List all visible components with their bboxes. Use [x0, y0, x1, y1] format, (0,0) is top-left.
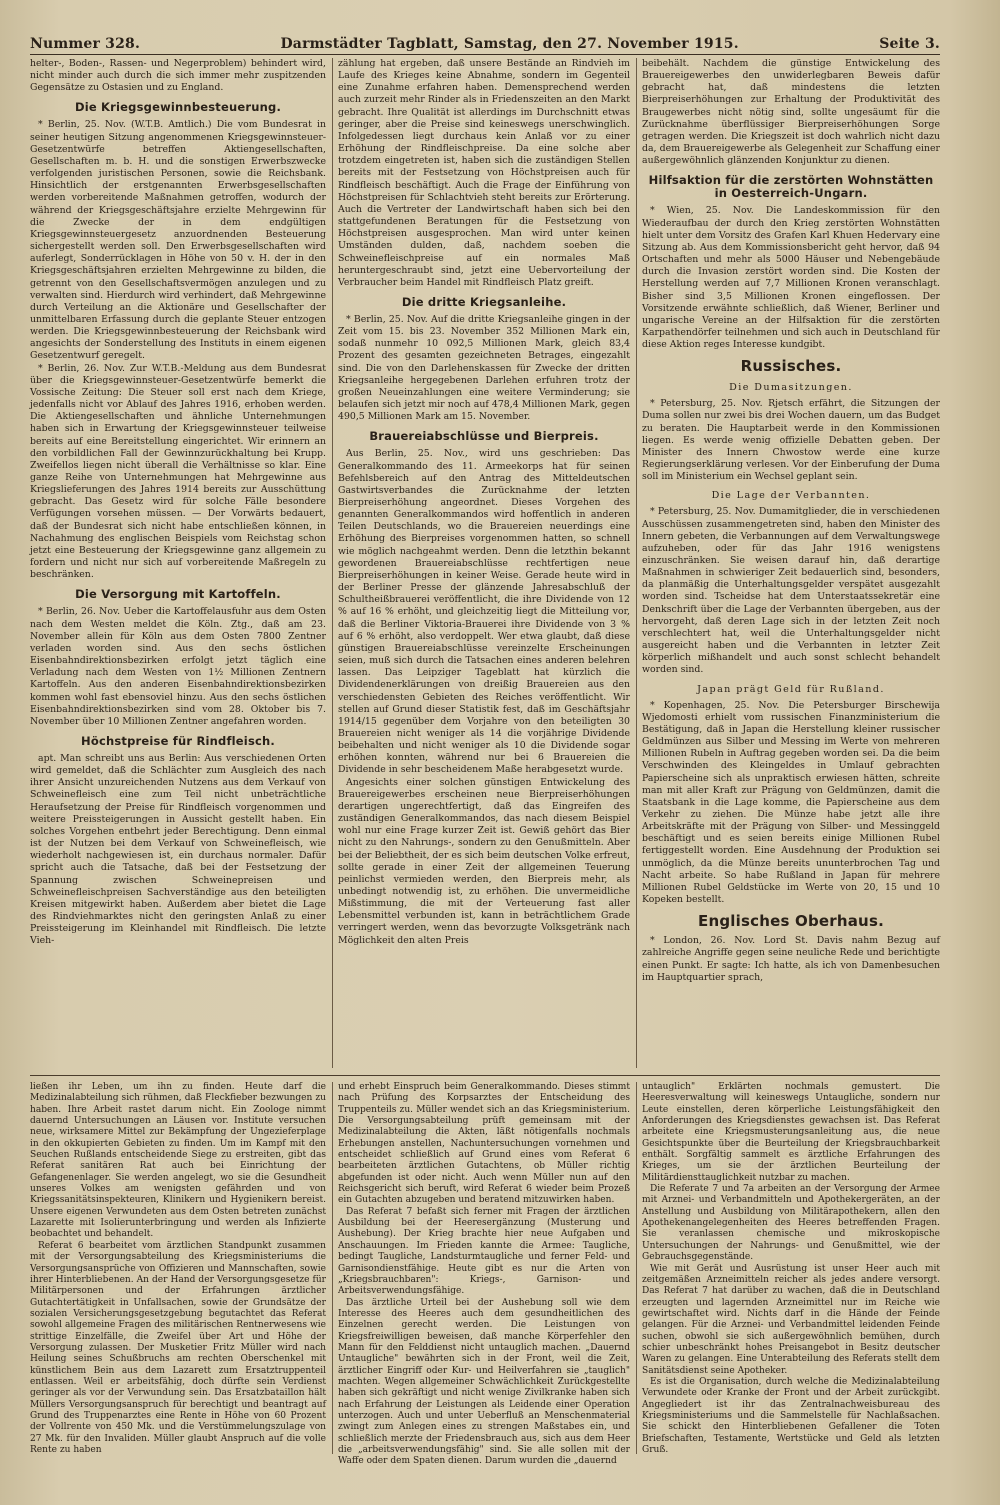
article-paragraph: Referat 6 bearbeitet vom ärztlichen Standpunkt zusammen mit der Versorgungsabteilung des Kriegsministeriums die Versorgungsansprüche von Offizieren und Mannschaften, sowie ihrer Hinterbliebenen. An der Hand der Versorgungsgesetze für Militärpersonen und der Erfahrungen ärztlicher Gutachtertätigkeit in Unfallsachen, sowie der Grundsätze der sozialen Versicherungsgesetzgebung begutachtet das Referat sowohl allgemeine Fragen des militärischen Rentnerwesens wie strittige Einzelfälle, die Zweifel über Art und Höhe der Versorgung zulassen. Der Musketier Fritz Müller wird nach Heilung seines Schußbruchs am rechten Oberschenkel mit künstlichem Bein aus dem Lazarett zum Ersatztruppenteil entlassen. Weil er arbeitsfähig, doch dürfte sein Verdienst geringer als vor der Verwundung sein. Das Ersatzbataillon hält Müllers Versorgungsanspruch für berechtigt und beantragt auf Grund des Truppenarztes eine Rente in Höhe von 60 Prozent der Vollrente von 450 Mk. und die Verstümmelungszulage von 27 Mk. für den Invaliden. Müller glaubt Anspruch auf die volle Rente zu haben: [30, 1240, 326, 1455]
lower-column-3: [642, 1082, 940, 1457]
page-number: Seite 3.: [879, 36, 940, 52]
headline-russisches: Russisches.: [740, 357, 842, 376]
column-divider: [332, 58, 333, 1068]
headline-hilfsaktion: Hilfsaktion für die zerstörten Wohnstätten in Oesterreich-Ungarn.: [648, 173, 934, 201]
article-paragraph: * London, 26. Nov. Lord St. Davis nahm Bezug auf zahlreiche Angriffe gegen seine neuliche Rede und berichtigte einen Punkt. Er sagte: Ich hatte, als ich von Damenbesuchen im Hauptquartier sprach,: [642, 935, 940, 983]
headline-kartoffeln: Die Versorgung mit Kartoffeln.: [75, 587, 281, 602]
article-paragraph: beibehält. Nachdem die günstige Entwickelung des Brauereigewerbes den unwiderlegbaren Beweis dafür gebracht hat, daß mindestens die letzten Bierpreiserhöhungen zur Erhaltung der Produktivität des Braugewerbes nicht nötig sind, sollte ungesäumt für die Zurücknahme überflüssiger Bierpreiserhöhungen Sorge getragen werden. Die Kriegszeit ist doch wahrlich nicht dazu da, dem Brauereigewerbe als Gelegenheit zur Schaffung einer außergewöhnlich glänzenden Konjunktur zu dienen.: [642, 58, 940, 167]
article-paragraph: Wie mit Gerät und Ausrüstung ist unser Heer auch mit zeitgemäßen Arzneimitteln reicher als jedes andere versorgt. Das Referat 7 hat darüber zu wachen, daß die in Deutschland erzeugten und lagernden Arzneimittel nur im Reiche wie gewirtschaftet wird. Nichts darf in die Hände der Feinde gelangen. Für die Arznei- und Verbandmittel leidenden Feinde suchen, obwohl sie sich außergewöhnlich bemühen, durch schier unbeschränkt hohes Preisangebot in Besitz deutscher Waren zu gelangen. Eine Unterabteilung des Referats stellt dem Sanitätsdienst seine Apotheker.: [642, 1263, 940, 1376]
article-paragraph: Das ärztliche Urteil bei der Aushebung soll wie dem Interesse des Heeres auch dem gesundheitlichen des Einzelnen gerecht werden. Die Leistungen von Kriegsfreiwilligen beweisen, daß manche Körperfehler den Mann für den Felddienst nicht untauglich machen. „Dauernd Untaugliche" bewährten sich in der Front, weil die Zeit, ärztlicher Eingriff oder Kur- und Heilverfahren sie „tauglich" machten. Wegen allgemeiner Schwächlichkeit Zurückgestellte haben sich gekräftigt und nicht wenige Zivilkranke haben sich nach Erfahrung der Leistungen als Leidende einer Operation unterzogen. Auch und unter Ueberfluß an Menschenmaterial zwingt zum Anlegen eines zu strengen Maßstabes ein, und schließlich merzte der Friedensbrauch aus, sich aus dem Heer die „arbeitsverwendungsfähig" sind. Sie alle sollen mit der Waffe oder dem Spaten dienen. Darum wurden die „dauernd: [338, 1297, 630, 1467]
article-paragraph: Angesichts einer solchen günstigen Entwickelung des Brauereigewerbes erscheinen neue Bierpreiserhöhungen derartigen ungerechtfertigt, daß das Eingreifen des zuständigen Generalkommandos, das nach diesem Beispiel wohl nur eine Frage kurzer Zeit ist. Gewiß gehört das Bier nicht zu den Nahrungs-, sondern zu den Genußmitteln. Aber bei der Beliebtheit, der es sich beim deutschen Volke erfreut, sollte gerade in einer Zeit der allgemeinen Teuerung peinlichst vermieden werden, den Bierpreis mehr, als unbedingt notwendig ist, zu erhöhen. Die unvermeidliche Mißstimmung, die mit der Verteuerung fast aller Lebensmittel verbunden ist, kann in beträchtlichem Grade verringert werden, wenn das bevorzugte Volksgetränk nach Möglichkeit den alten Preis: [338, 776, 630, 946]
subheadline-duma: Die Dumasitzungen.: [729, 382, 853, 394]
article-paragraph: Das Referat 7 befaßt sich ferner mit Fragen der ärztlichen Ausbildung bei der Heeresergänzung (Musterung und Aushebung). Der Krieg brachte hier neue Aufgaben und Anschauungen. Im Frieden kannte die Armee: Taugliche, bedingt Taugliche, Landsturmtaugliche und ferner Feld- und Garnisondienstfähige. Heute gibt es nur die Arten von „Kriegsbrauchbaren": Kriegs-, Garnison- und Arbeitsverwendungsfähige.: [338, 1206, 630, 1297]
column-divider: [636, 58, 637, 1068]
article-paragraph: Die Referate 7 und 7a arbeiten an der Versorgung der Armee mit Arznei- und Verbandmitteln und Apothekergeräten, an der Anstellung und Ausbildung von Militärapothekern, allen den Apothekenangelegenheiten des Heeres betreffenden Fragen. Sie veranlassen chemische und mikroskopische Untersuchungen der Nahrungs- und Genußmittel, wie der Gebrauchsgegenstände.: [642, 1184, 940, 1263]
article-paragraph: Aus Berlin, 25. Nov., wird uns geschrieben: Das Generalkommando des 11. Armeekorps hat für seinen Befehlsbereich auf den Antrag des Mitteldeutschen Gastwirtsverbandes die Zurücknahme der letzten Bierpreiserhöhung angeordnet. Dieses Vorgehen des genannten Generalkommandos wird hoffentlich in anderen Teilen Deutschlands, wo die Brauereien neuerdings eine Erhöhung des Bierpreises vorgenommen hatten, so schnell wie möglich nachgeahmt werden. Denn die letzthin bekannt gewordenen Brauereiabschlüsse rechtfertigen neue Bierpreiserhöhungen in keiner Weise. Gerade heute wird in der Berliner Presse der glänzende Jahresabschluß der Schultheißbrauerei veröffentlicht, die ihre Dividende von 12 % auf 16 % erhöht, und gleichzeitig liegt die Mitteilung vor, daß die Berliner Viktoria-Brauerei ihre Dividende von 3 % auf 6 % erhöht, also verdoppelt. Wer etwa glaubt, daß diese günstigen Brauereiabschlüsse vereinzelte Erscheinungen seien, muß sich durch die Tatsachen eines anderen belehren lassen. Das Leipziger Tageblatt hat kürzlich die Dividendenerklärungen von dreißig Brauereien aus den verschiedensten Gebieten des Reiches veröffentlicht. Wir stellen auf Grund dieser Statistik fest, daß im Geschäftsjahr 1914/15 gegenüber dem Vorjahre von den beteiligten 30 Brauereien nicht weniger als 14 die vorjährige Dividende beibehalten und nicht weniger als 10 die Dividende sogar erhöhen konnten, während nur bei 6 Brauereien die Dividende in sehr bescheidenem Maße herabgesetzt wurde.: [338, 448, 630, 776]
article-paragraph: * Berlin, 26. Nov. Zur W.T.B.-Meldung aus dem Bundesrat über die Kriegsgewinnsteuer-Gesetzentwürfe bemerkt die Vossische Zeitung: Die Steuer soll erst nach dem Kriege, jedenfalls nicht vor Ablauf des Jahres 1916, erhoben werden. Die Aktiengesellschaften und ähnliche Unternehmungen haben sich in Erwartung der Kriegsgewinnsteuer teilweise bereits auf eine Bereitstellung eingerichtet. Wir erinnern an den vorbildlichen Fall der Gewinnzurückhaltung bei Krupp. Zweifellos liegen nicht überall die Verhältnisse so klar. Eine ganze Reihe von Unternehmungen hat Mehrgewinne aus Kriegslieferungen des Jahres 1914 bereits zur Ausschüttung gebracht. Das Gesetz wird für solche Fälle besondere Verfügungen vorsehen müssen. — Der Vorwärts bedauert, daß der Bundesrat sich nicht habe entschließen können, in Nachahmung des englischen Beispiels vom Reichstag schon jetzt eine Besteuerung der Kriegsgewinne ganz allgemein zu fordern und nicht nur sich auf vorbereitende Maßregeln zu beschränken.: [30, 362, 326, 581]
article-paragraph: * Berlin, 25. Nov. Auf die dritte Kriegsanleihe gingen in der Zeit vom 15. bis 23. November 352 Millionen Mark ein, sodaß nunmehr 10 092,5 Millionen Mark, gleich 83,4 Prozent des gesamten gezeichneten Betrages, eingezahlt sind. Die von den Darlehenskassen für Zwecke der dritten Kriegsanleihe hergegebenen Darlehen erfuhren trotz der großen Neueinzahlungen eine weitere Verminderung; sie belaufen sich jetzt mir noch auf 478,4 Millionen Mark, gegen 490,5 Millionen Mark am 15. November.: [338, 313, 630, 423]
article-paragraph: untauglich" Erklärten nochmals gemustert. Die Heeresverwaltung will keineswegs Untaugliche, sondern nur Leute einstellen, deren körperliche Leistungsfähigkeit den Anforderungen des Kriegsdienstes gewachsen ist. Das Referat arbeitete eine Kriegsmusterungsanleitung aus, die neue Gesichtspunkte über die Beurteilung der Kriegsbrauchbarkeit enthält. Sorgfältig sammelt es ärztliche Erfahrungen des Krieges, um sie der ärztlichen Beurteilung der Militärdiensttauglichkeit nutzbar zu machen.: [642, 1082, 940, 1183]
headline-rindfleisch: Höchstpreise für Rindfleisch.: [81, 733, 275, 748]
article-paragraph: * Petersburg, 25. Nov. Rjetsch erfährt, die Sitzungen der Duma sollen nur zwei bis drei Wochen dauern, um das Budget zu beraten. Die Hauptarbeit werde in den Kommissionen liegen. Es werde wenig offizielle Debatten geben. Der Minister des Innern Chwostow werde eine kurze Regierungserklärung verlesen. Vor der Einberufung der Duma soll im Ministerium ein Wechsel geplant sein.: [642, 398, 940, 483]
issue-number: Nummer 328.: [30, 36, 141, 52]
column-divider: [332, 1082, 333, 1454]
article-paragraph: zählung hat ergeben, daß unsere Bestände an Rindvieh im Laufe des Krieges keine Abnahme, sondern im Gegenteil eine Zunahme erfahren haben. Demensprechend werden auch zurzeit mehr Rinder als in Friedenszeiten an den Markt gebracht. Ihre Qualität ist allerdings im Durchschnitt etwas geringer, aber die Preise sind keineswegs unerschwinglich. Infolgedessen liegt durchaus kein Anlaß vor zu einer Erhöhung der Rindfleischpreise. Da eine solche aber trotzdem eingetreten ist, haben sich die zuständigen Stellen bereits mit der Festsetzung von Höchstpreisen auch für Rindfleisch beschäftigt. Auch die Frage der Einführung von Höchstpreisen für Schlachtvieh steht bereits zur Erörterung. Auch die Vertreter der Landwirtschaft haben sich bei den stattgefundenen Beratungen für die Festsetzung von Höchstpreisen ausgesprochen. Man wird unter keinen Umständen dulden, daß, nachdem soeben die Schweinefleischpreise auf ein normales Maß heruntergeschraubt sind, jetzt eine Uebervorteilung der Verbraucher beim Handel mit Rindfleisch Platz greift.: [338, 58, 630, 288]
subheadline-japan: Japan prägt Geld für Rußland.: [697, 683, 885, 695]
column-divider: [636, 1082, 637, 1454]
newspaper-title: Darmstädter Tagblatt, Samstag, den 27. November 1915.: [280, 36, 739, 52]
lower-column-1: [30, 1082, 326, 1457]
headline-bierpreis: Brauereiabschlüsse und Bierpreis.: [369, 429, 599, 444]
article-paragraph: Es ist die Organisation, durch welche die Medizinalabteilung Verwundete oder Kranke der Front und der Arbeit zurückgibt. Angegliedert ist ihr das Zentralnachweisbureau des Kriegsministeriums und die Sammelstelle für Nachlaßsachen. Sie schickt den Hinterbliebenen Gefallener die Toten Briefschaften, Testamente, Wertstücke und Geld als letzten Gruß.: [642, 1376, 940, 1455]
column-2: [338, 58, 630, 1068]
article-paragraph: * Berlin, 26. Nov. Ueber die Kartoffelausfuhr aus dem Osten nach dem Westen meldet die Köln. Ztg., daß am 23. November allein für Köln aus dem Osten 7800 Zentner verladen worden sind. Aus den sechs östlichen Eisenbahndirektionsbezirken erfolgt jetzt täglich eine Verladung nach dem Westen von 1½ Millionen Zentnern Kartoffeln. Aus den anderen Eisenbahndirektionsbezirken kommen wohl fast ebensoviel hinzu. Aus den sechs östlichen Eisenbahndirektionsbezirken sind vom 28. Oktober bis 7. November über 10 Millionen Zentner angefahren worden.: [30, 606, 326, 727]
subheadline-verbannte: Die Lage der Verbannten.: [711, 490, 871, 502]
column-3: [642, 58, 940, 1068]
headline-kriegsgewinn: Die Kriegsgewinnbesteuerung.: [74, 100, 282, 115]
article-paragraph: ließen ihr Leben, um ihn zu finden. Heute darf die Medizinalabteilung sich rühmen, daß Fleckfieber bezwungen zu haben. Ihre Arbeit rastet darum nicht. Ein Zoologe nimmt dauernd Untersuchungen an Läusen vor. Institute versuchen neue, wirksamere Mittel zur Bekämpfung der Ungezieferplage in den okkupierten Gebieten zu finden. Um im Kampf mit den Seuchen Rußlands entscheidende Siege zu erstreiten, gibt das Referat sanitären Rat auch bei Einrichtung der Gefangenenlager. Sie werden angelegt, wo sie die Gesundheit unseres Volkes am wenigsten gefährden und von Kriegssanitätsinspekteuren, Klinikern und Hygienikern bereist. Unsere eigenen Verwundeten aus dem Osten betreten zunächst Lazarette mit Isolierunterbringung und werden als Infizierte beobachtet und behandelt.: [30, 1082, 326, 1240]
masthead-rule: [30, 54, 940, 55]
article-paragraph: * Kopenhagen, 25. Nov. Die Petersburger Birschewija Wjedomosti erhielt vom russischen Finanzministerium die Bestätigung, daß in Japan die Herstellung kleiner russischer Geldmünzen aus Silber und Messing im Werte von mehreren Millionen Rubeln in Auftrag gegeben worden sei. Da die beim Verschwinden des Kleingeldes in Umlauf gebrachten Papierscheine sich als unpraktisch erwiesen hätten, schreite man mit aller Kraft zur Prägung von Geldmünzen, damit die Staatsbank in die Lage komme, die Papierscheine aus dem Verkehr zu ziehen. Die Münze habe jetzt alle ihre Arbeitskräfte mit der Prägung von Silber- und Messinggeld beschäftigt und es seien bereits einige Millionen Rubel fertiggestellt worden. Eine Ausdehnung der Produktion sei unmöglich, da die Münze bereits ununterbrochen Tag und Nacht arbeite. So habe Rußland in Japan für mehrere Millionen Rubel Geldstücke im Werte von 20, 15 und 10 Kopeken bestellt.: [642, 699, 940, 906]
article-paragraph: * Petersburg, 25. Nov. Dumamitglieder, die in verschiedenen Ausschüssen zusammengetreten sind, haben den Minister des Innern gebeten, die Verbannungen auf dem Verwaltungswege aufzuheben, oder für das Jahr 1916 wenigstens einzuschränken. Sie weisen darauf hin, daß derartige Maßnahmen in schwieriger Zeit bedauerlich sind, besonders, da planmäßig die Unterhaltungsgelder verspätet ausgezahlt worden sind. Tscheidse hat dem Unterstaatssekretär eine Denkschrift über die Lage der Verbannten übergeben, aus der hervorgeht, daß deren Lage sich in der letzten Zeit noch verschlechtert hat, weil die Unterhaltungsgelder nicht ausgereicht haben und die Verbannten in letzter Zeit körperlich mißhandelt und auch sonst schlecht behandelt worden sind.: [642, 506, 940, 676]
column-1: [30, 58, 326, 1068]
article-paragraph: apt. Man schreibt uns aus Berlin: Aus verschiedenen Orten wird gemeldet, daß die Schlächter zum Ausgleich des nach ihrer Ansicht unzureichenden Nutzens aus dem Verkauf von Schweinefleisch eine zum Teil nicht unbeträchtliche Heraufsetzung der Preise für Rindfleisch vorgenommen und weitere Preissteigerungen in Aussicht gestellt haben. Ein solches Vorgehen entbehrt jeder Berechtigung. Denn einmal ist der Nutzen bei dem Verkauf von Schweinefleisch, wie wiederholt nachgewiesen ist, ein durchaus normaler. Dafür spricht auch die Tatsache, daß bei der Festsetzung der Spannung zwischen Schweinepreisen und Schweinefleischpreisen Sachverständige aus den beteiligten Kreisen mitgewirkt haben. Außerdem aber bietet die Lage des Rindviehmarktes nicht den geringsten Anlaß zu einer Preissteigerung im Kleinhandel mit Rindfleisch. Die letzte Vieh-: [30, 752, 326, 947]
article-paragraph: * Berlin, 25. Nov. (W.T.B. Amtlich.) Die vom Bundesrat in seiner heutigen Sitzung angenommenen Kriegsgewinnsteuer-Gesetzentwürfe betreffen Aktiengesellschaften, Gesellschaften m. b. H. und die sonstigen Erwerbszwecke verfolgenden juristischen Personen, sowie die Reichsbank. Hinsichtlich der erstgenannten Erwerbsgesellschaften werden vorbereitende Maßnahmen getroffen, wodurch der während der Kriegsgeschäftsjahre erzielte Mehrgewinn für die Zwecke der in dem endgültigen Kriegsgewinnsteuergesetz anzuordnenden Besteuerung sichergestellt werden soll. Den Erwerbsgesellschaften wird auferlegt, Sonderrücklagen in Höhe von 50 v. H. der in den Kriegsgeschäftsjahren erzielten Mehrgewinne zu bilden, die getrennt von den Gesellschaftsvermögen anzulegen und zu verwalten sind. Hierdurch wird verhindert, daß Mehrgewinne durch Verteilung an die Aktionäre und Gesellschafter der unmittelbaren Erfassung durch die geplante Steuer entzogen werden. Die Kriegsgewinnbesteuerung der Reichsbank wird angesichts der Sonderstellung des Instituts in einem eigenen Gesetzentwurf geregelt.: [30, 119, 326, 362]
lower-column-2: [338, 1082, 630, 1467]
article-paragraph: * Wien, 25. Nov. Die Landeskommission für den Wiederaufbau der durch den Krieg zerstörten Wohnstätten hielt unter dem Vorsitz des Grafen Karl Khuen Hedervary eine Sitzung ab. Aus dem Kommissionsbericht geht hervor, daß 94 Ortschaften und mehr als 5000 Häuser und Nebengebäude durch die Invasion zerstört worden sind. Die Kosten der Herstellung werden auf 7,7 Millionen Kronen veranschlagt. Bisher sind 3,5 Millionen Kronen eingeflossen. Der Vorsitzende erwähnte schließlich, daß Wiener, Berliner und ungarische Vereine an der Hilfsaktion für die zerstörten Karpathendörfer teilnehmen und sich auch in Deutschland für diese Aktion reges Interesse kundgibt.: [642, 205, 940, 351]
article-paragraph: und erhebt Einspruch beim Generalkommando. Dieses stimmt nach Prüfung des Korpsarztes der Entscheidung des Truppenteils zu. Müller wendet sich an das Kriegsministerium. Die Versorgungsabteilung prüft gemeinsam mit der Medizinalabteilung die Akten, läßt nötigenfalls nochmals Erhebungen anstellen, Nachuntersuchungen vornehmen und entscheidet schließlich auf Grund eines vom Referat 6 bearbeiteten ärztlichen Gutachtens, ob Müller richtig abgefunden ist oder nicht. Auch wenn Müller nun auf den Reichsgericht sich beruft, wird Referat 6 wieder beim Prozeß ein Gutachten abzugeben und beratend mitzuwirken haben.: [338, 1082, 630, 1206]
section-divider: [30, 1075, 940, 1076]
headline-kriegsanleihe: Die dritte Kriegsanleihe.: [401, 294, 567, 309]
masthead: [30, 30, 940, 52]
col1-intro: helter-, Boden-, Rassen- und Negerproblem) behindert wird, nicht minder auch durch die sich immer mehr zuspitzenden Gegensätze zu Ostasien und zu England.: [30, 58, 326, 94]
headline-oberhaus: Englisches Oberhaus.: [698, 912, 884, 931]
